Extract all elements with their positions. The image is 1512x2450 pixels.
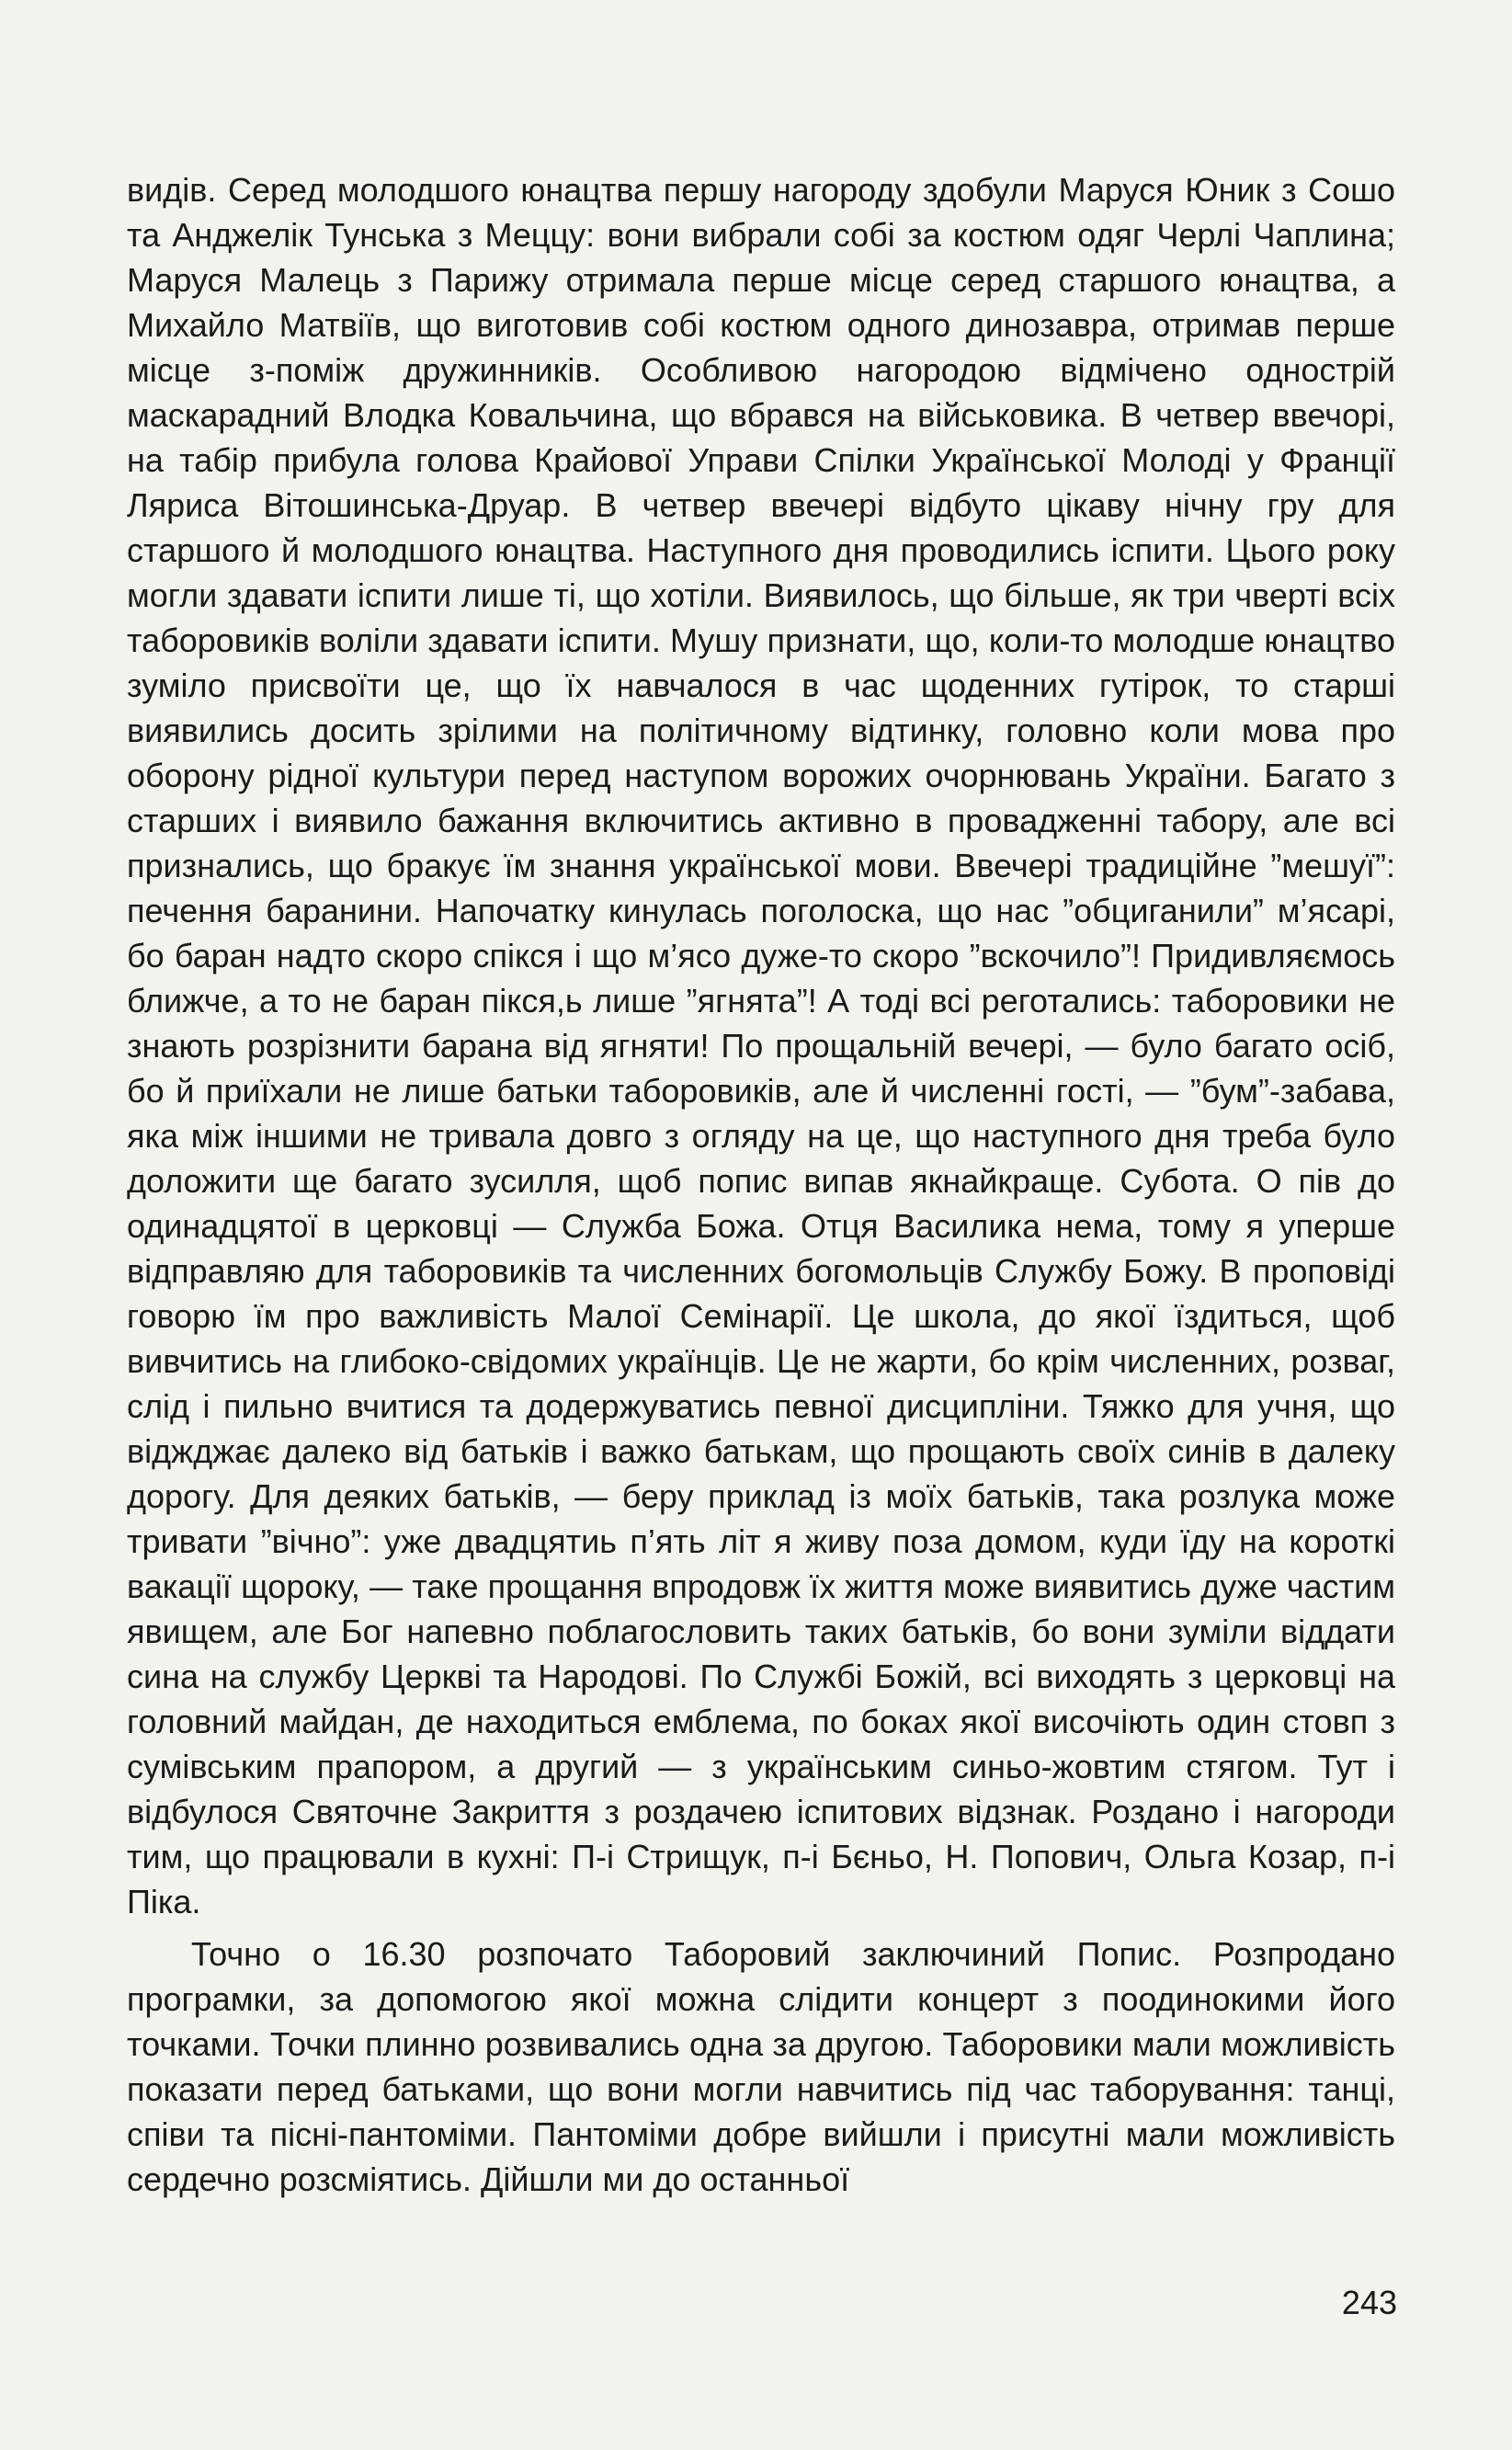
body-text [127,167,1395,2202]
paragraph-2: Точно о 16.30 розпочато Таборовий заключиний Попис. Розпродано програмки, за допомогою якої можна слідити концерт з поодинокими його точками. Точки плинно розвивались одна за другою. Таборовики мали можливість показати перед батьками, що вони могли навчитись під час таборування: танці, співи та пісні-пантоміми. Пантоміми добре вийшли і присутні мали можливість сердечно розсміятись. Дійшли ми до останньої [127,1935,1395,2198]
page-number: 243 [1341,2284,1397,2321]
paragraph-1: видів. Серед молодшого юнацтва першу нагороду здобули Маруся Юник з Сошо та Анджелік Тунська з Меццу: вони вибрали собі за костюм одяг Черлі Чаплина; Маруся Малець з Парижу отримала перше місце серед старшого юнацтва, а Михайло Матвіїв, що виготовив собі костюм одного динозавра, отримав перше місце з-поміж дружинників. Особливою нагородою відмічено однострій маскарадний Влодка Ковальчина, що вбрався на військовика. В четвер ввечорі, на табір прибула голова Крайової Управи Спілки Української Молоді у Франції Ляриса Вітошинська-Друар. В четвер ввечері відбуто цікаву нічну гру для старшого й молодшого юнацтва. Наступного дня проводились іспити. Цього року могли здавати іспити лише ті, що хотіли. Виявилось, що більше, як три чверті всіх таборовиків воліли здавати іспити. Мушу признати, що, коли-то молодше юнацтво зуміло присвоїти це, що їх навчалося в час щоденних гутірок, то старші виявились досить зрілими на політичному відтинку, головно коли мова про оборону рідної культури перед наступом ворожих очорнювань України. Багато з старших і виявило бажання включитись активно в провадженні табору, але всі признались, що бракує їм знання української мови. Ввечері традиційне ”мешуї”: печення баранини. Напочатку кинулась поголоска, що нас ”обциганили” м’ясарі, бо баран надто скоро спікся і що м’ясо дуже-то скоро ”вскочило”! Придивляємось ближче, а то не баран пікся,ь лише ”ягнята”! А тоді всі реготались: таборовики не знають розрізнити барана від ягняти! По прощальній вечері, — було багато осіб, бо й приїхали не лише батьки таборовиків, але й численні гості, — ”бум”-забава, яка між іншими не тривала довго з огляду на це, що наступного дня треба було доложити ще багато зусилля, щоб попис випав якнайкраще. Субота. О пів до одинадцятої в церковці — Служба Божа. Отця Василика нема, тому я уперше відправляю для таборовиків та численних богомольців Службу Божу. В проповіді говорю їм про важливість Малої Семінарії. Це школа, до якої їздиться, щоб вивчитись на глибоко-свідомих українців. Це не жарти, бо крім численних, розваг, слід і пильно вчитися та додержуватись певної дисципліни. Тяжко для учня, що віджджає далеко від батьків і важко батькам, що прощають своїх синів в далеку дорогу. Для деяких батьків, — беру приклад із моїх батьків, така розлука може тривати ”вічно”: уже двадцятиь п’ять літ я живу поза домом, куди їду на короткі вакації щороку, — таке прощання впродовж їх життя може виявитись дуже частим явищем, але Бог напевно поблагословить таких батьків, бо вони зуміли віддати сина на службу Церкві та Народові. По Службі Божій, всі виходять з церковці на головний майдан, де находиться емблема, по боках якої височіють один стовп з сумівським прапором, а другий — з українським синьо-жовтим стягом. Тут і відбулося Святочне Закриття з роздачею іспитових відзнак. Роздано і нагороди тим, що працювали в кухні: П-і Стрищук, п-і Бєньо, Н. Попович, Ольга Козар, п-і Піка. [127,171,1395,1920]
